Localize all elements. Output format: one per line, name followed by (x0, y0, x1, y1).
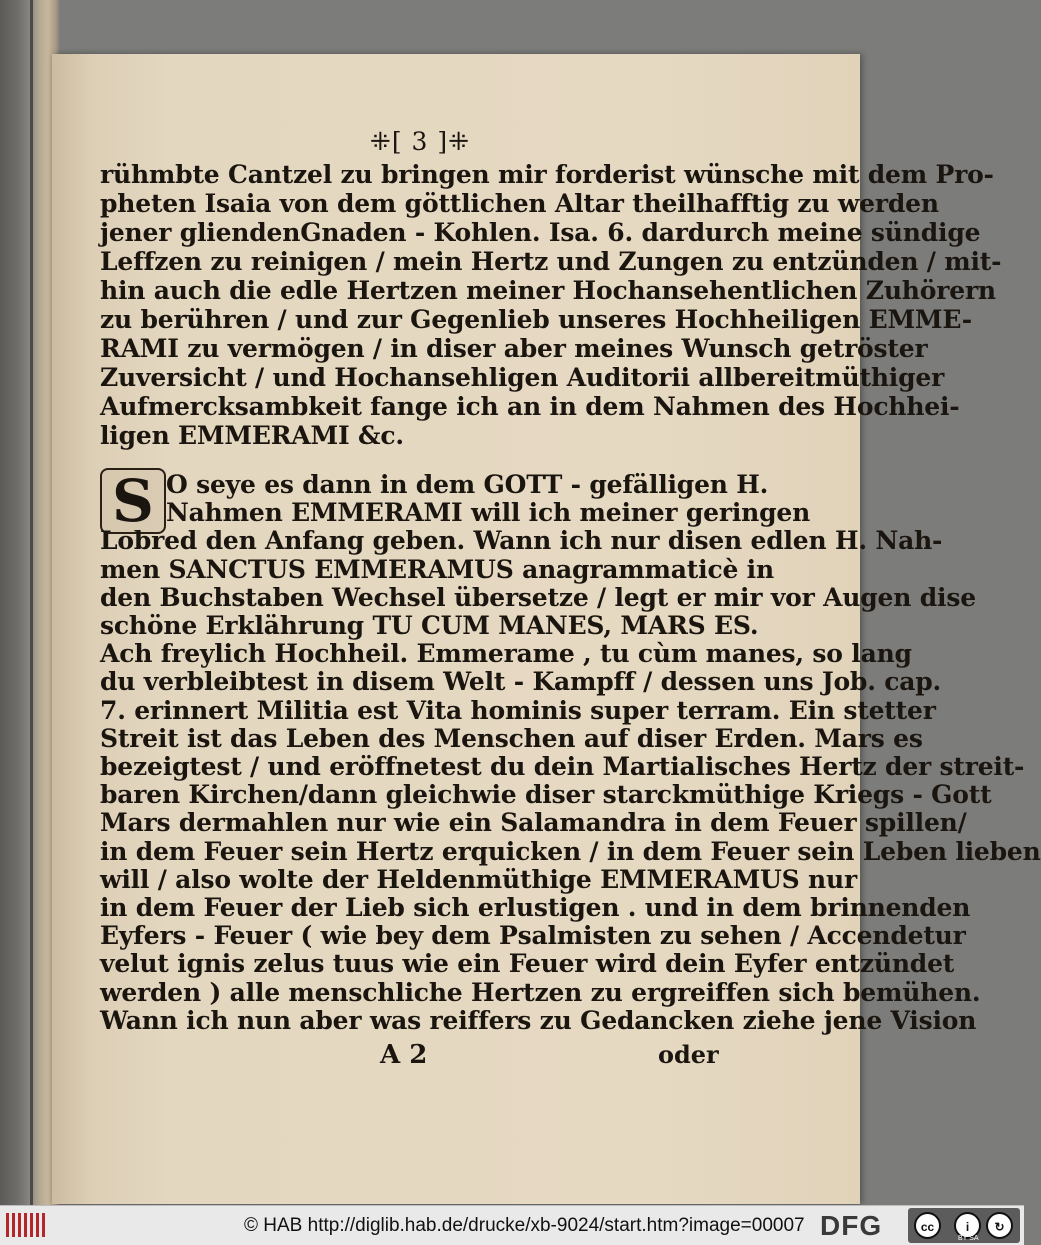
text-line: in dem Feuer sein Hertz erquicken / in dem Feuer sein Leben lieben (100, 836, 1041, 866)
text-line: Leffzen zu reinigen / mein Hertz und Zungen zu entzünden / mit- (100, 247, 1002, 276)
signature-mark: A 2 (380, 1040, 428, 1070)
text-line: will / also wolte der Heldenmüthige EMMERAMUS nur (100, 864, 857, 894)
license-small-text: BY SA (958, 1235, 979, 1242)
text-line: rühmbte Cantzel zu bringen mir forderist wünsche mit dem Pro- (100, 160, 994, 189)
text-line: Ach freylich Hochheil. Emmerame , tu cùm manes, so lang (100, 639, 912, 669)
text-line: Wann ich nun aber was reiffers zu Gedancken ziehe jene Vision (100, 1005, 977, 1035)
text-line: Nahmen EMMERAMI will ich meiner geringen (166, 498, 811, 528)
text-line: RAMI zu vermögen / in diser aber meines Wunsch getröster (100, 334, 928, 363)
drop-cap-initial: S (100, 468, 166, 534)
text-line: Lobred den Anfang geben. Wann ich nur disen edlen H. Nah- (100, 526, 943, 556)
cc-license-badge[interactable] (908, 1208, 1020, 1243)
text-line: bezeigtest / und eröffnetest du dein Martialisches Hertz der streit- (100, 752, 1025, 781)
text-line: hin auch die edle Hertzen meiner Hochansehentlichen Zuhörern (100, 276, 996, 305)
dfg-logo[interactable]: DFG (820, 1210, 883, 1241)
text-line: zu berühren / und zur Gegenlieb unseres Hochheiligen EMME- (100, 305, 972, 334)
page-number: ⁜[ 3 ]⁜ (369, 127, 471, 156)
text-line: Streit ist das Leben des Menschen auf diser Erden. Mars es (100, 723, 923, 753)
by-icon: i (954, 1212, 981, 1239)
catchword: oder (658, 1040, 719, 1069)
text-line: pheten Isaia von dem göttlichen Altar theilhafftig zu werden (100, 189, 939, 218)
sa-icon: ↻ (986, 1212, 1013, 1239)
text-line: schöne Erklährung TU CUM MANES, MARS ES. (100, 611, 759, 640)
text-line: men SANCTUS EMMERAMUS anagrammaticè in (100, 554, 774, 584)
text-line: velut ignis zelus tuus wie ein Feuer wird dein Eyfer entzündet (100, 949, 955, 979)
text-line: 7. erinnert Militia est Vita hominis super terram. Ein stetter (100, 695, 936, 725)
hab-logo-icon[interactable] (6, 1213, 46, 1237)
text-line: ligen EMMERAMI &c. (100, 421, 404, 450)
text-line: Zuversicht / und Hochansehligen Auditorii allbereitmüthiger (100, 363, 945, 392)
text-line: jener gliendenGnaden - Kohlen. Isa. 6. dardurch meine sündige (100, 218, 981, 247)
viewer-footer (0, 1205, 1024, 1245)
text-line: Aufmercksambkeit fange ich an in dem Nahmen des Hochhei- (100, 392, 960, 421)
text-line: Eyfers - Feuer ( wie bey dem Psalmisten zu sehen / Accendetur (100, 921, 966, 951)
text-line: in dem Feuer der Lieb sich erlustigen . und in dem brinnenden (100, 893, 971, 922)
text-line: baren Kirchen/dann gleichwie diser starckmüthige Kriegs - Gott (100, 780, 992, 810)
text-line: den Buchstaben Wechsel übersetze / legt er mir vor Augen dise (100, 582, 976, 612)
text-line: Mars dermahlen nur wie ein Salamandra in dem Feuer spillen/ (100, 808, 967, 838)
text-line: du verbleibtest in disem Welt - Kampff / dessen uns Job. cap. (100, 667, 942, 697)
cc-icon: cc (914, 1212, 941, 1239)
text-line: O seye es dann in dem GOTT - gefälligen H. (166, 470, 769, 499)
copyright-link[interactable]: © HAB http://diglib.hab.de/drucke/xb-9024/start.htm?image=00007 (244, 1215, 805, 1236)
text-line: werden ) alle menschliche Hertzen zu ergreiffen sich bemühen. (100, 977, 981, 1007)
page-edge-line (30, 0, 33, 1205)
